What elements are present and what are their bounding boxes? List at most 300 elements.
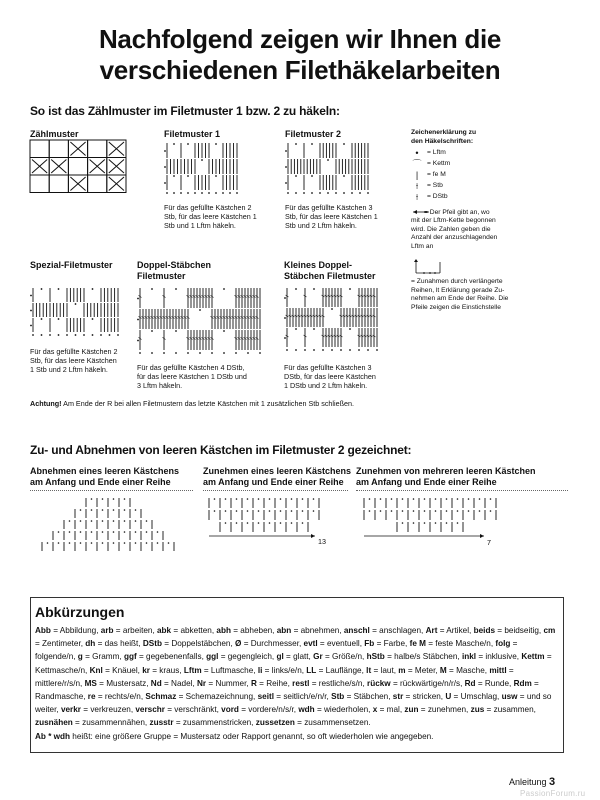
- chain-dot: [402, 522, 404, 524]
- chain-dot: [102, 531, 104, 533]
- chain-dot: [343, 175, 345, 177]
- caption-line: 1 Stb und 2 Lftm häkeln.: [30, 365, 108, 374]
- achtung-label: Achtung!: [30, 399, 62, 408]
- abbrev-term: Gr: [313, 652, 323, 662]
- chain-dot: [313, 498, 315, 500]
- label-line: Filetmuster: [137, 271, 186, 281]
- abbrev-meaning: = Stäbchen,: [344, 692, 393, 702]
- caption-line: DStb, für das leere Kästchen: [284, 372, 376, 381]
- label-filetmuster-2: Filetmuster 2: [285, 129, 342, 139]
- abbrev-meaning: = abheben,: [230, 626, 277, 635]
- chain-dot: [446, 522, 448, 524]
- abbrev-meaning: = Doppelstäbchen,: [161, 639, 236, 649]
- chain-dot: [215, 192, 217, 194]
- legend-item-text: = Stb: [427, 182, 443, 190]
- abbrev-meaning: = folgende/n,: [35, 639, 518, 662]
- chain-dot: [100, 334, 102, 336]
- chain-dot: [173, 192, 175, 194]
- chain-dot: [201, 192, 203, 194]
- abbrev-term: x: [372, 705, 378, 715]
- chain-dot: [236, 192, 238, 194]
- chain-dot: [41, 288, 43, 290]
- abbrev-meaning: = zusammennähen,: [72, 718, 150, 728]
- chain-dot: [367, 192, 369, 194]
- arrow-head: [480, 534, 484, 538]
- abbrev-term: R: [250, 678, 257, 688]
- caption-line: Stb, für das leere Kästchen 1: [285, 212, 378, 221]
- legend-line: Reihen, lt Erklärung gerade Zu-: [411, 286, 505, 294]
- chain-dot: [201, 159, 203, 161]
- chain-dot: [446, 510, 448, 512]
- chain-dot: [109, 334, 111, 336]
- legend-item-text: = fe M: [427, 171, 446, 179]
- chain-dot: [236, 522, 238, 524]
- chain-dot: [91, 520, 93, 522]
- treble-crochet-icon: ⟊: [415, 192, 419, 203]
- caption-doppel: [137, 363, 247, 390]
- legend-line: Lftm an: [411, 242, 434, 250]
- abbrev-meaning: = glatt,: [283, 652, 314, 662]
- legend-line: Anzahl der anzuschlagenden: [411, 234, 498, 241]
- abbrev-meaning: = Knäuel,: [102, 665, 143, 675]
- abbrev-meaning: = seitlich/e/n/r,: [273, 692, 332, 702]
- abbrev-term: U: [445, 692, 452, 702]
- label-abnehmen: [30, 466, 179, 488]
- abbrev-term: verschr: [135, 705, 165, 715]
- abbrev-meaning: = Umschlag,: [451, 692, 502, 702]
- grid-cell: [49, 140, 68, 158]
- chain-dot: [91, 531, 93, 533]
- legend-line: = Zunahmen durch verlängerte: [411, 278, 503, 285]
- abbrev-term: verkr: [60, 705, 81, 715]
- chain-dot: [258, 522, 260, 524]
- chain-dot: [236, 510, 238, 512]
- caption-line: Stb und 2 Lftm häkeln.: [285, 221, 357, 230]
- caption-line: Stb und 1 Lftm häkeln.: [164, 221, 236, 230]
- abbrev-meaning: = Runde,: [475, 678, 514, 688]
- chain-dot: [287, 192, 289, 194]
- abbrev-meaning: = arbeiten,: [113, 626, 157, 635]
- chain-dot: [113, 498, 115, 500]
- chain-dot: [280, 498, 282, 500]
- chain-dot: [30, 295, 32, 297]
- abbrev-term: wdh: [298, 705, 315, 715]
- chain-stitch-icon: •: [415, 148, 419, 159]
- chain-dot: [80, 531, 82, 533]
- chain-dot: [80, 509, 82, 511]
- abbrev-term: Lftm: [183, 665, 202, 675]
- label-doppel-staebchen: [137, 260, 211, 282]
- chain-dot: [490, 510, 492, 512]
- chain-dot: [258, 510, 260, 512]
- slip-stitch-icon: ⌒: [412, 159, 422, 170]
- legend-arrow-text-cont: [411, 217, 497, 251]
- abbrev-term: evtl: [303, 639, 318, 649]
- chain-dot: [435, 522, 437, 524]
- chain-dot: [215, 143, 217, 145]
- page-number: 3: [549, 776, 556, 788]
- chain-dot: [175, 330, 177, 332]
- abbrev-meaning: = abketten,: [171, 626, 217, 635]
- watermark: PassionForum.ru: [520, 789, 586, 798]
- abbrev-term: Schmaz: [145, 692, 177, 702]
- legend-item-fem: [411, 170, 450, 181]
- abbrev-meaning: = feste Masche/n,: [425, 639, 496, 649]
- abbrev-term: Art: [425, 626, 438, 635]
- chain-dot: [69, 542, 71, 544]
- chain-dot: [124, 531, 126, 533]
- abbrev-meaning: = Nadel,: [161, 678, 197, 688]
- chain-dot: [124, 542, 126, 544]
- label-kleines-doppel: [284, 260, 376, 282]
- abbrev-meaning: = Durchmesser,: [241, 639, 304, 649]
- chain-dot: [151, 288, 153, 290]
- abbrev-meaning: = zusammenstricken,: [173, 718, 256, 728]
- doppel-staebchen-chart: [137, 284, 267, 358]
- grid-cell: [88, 175, 107, 193]
- abbrev-term: folg: [495, 639, 511, 649]
- abbreviations-box: [30, 597, 564, 753]
- chain-dot: [58, 334, 60, 336]
- label-line: Kleines Doppel-: [284, 260, 353, 270]
- chain-dot: [187, 143, 189, 145]
- abbrev-term: Rdm: [513, 678, 532, 688]
- abbrev-meaning: = rechts/e/n,: [95, 692, 146, 702]
- section-heading-zaehlmuster: So ist das Zählmuster im Filetmuster 1 bzw. 2 zu häkeln:: [30, 104, 340, 118]
- chain-dot: [457, 522, 459, 524]
- spezial-filetmuster-chart: [30, 284, 122, 342]
- footer-label: Anleitung: [509, 777, 547, 787]
- chain-dot: [180, 192, 182, 194]
- chain-dot: [113, 520, 115, 522]
- chain-dot: [247, 498, 249, 500]
- kleines-doppel-chart: [284, 284, 380, 356]
- legend-line: nehmen am Ende der Reihe. Die: [411, 295, 509, 302]
- legend-increase-text: [411, 278, 508, 312]
- chain-dot: [135, 509, 137, 511]
- chain-dot: [83, 334, 85, 336]
- chain-dot: [291, 498, 293, 500]
- chain-dot: [91, 498, 93, 500]
- abbrev-meaning: = abnehmen,: [291, 626, 344, 635]
- legend-line: = Der Pfeil gibt an, wo: [424, 209, 490, 216]
- abbrev-term: anschl: [343, 626, 370, 635]
- chain-dot: [236, 498, 238, 500]
- chain-dot: [215, 175, 217, 177]
- chain-dot: [102, 520, 104, 522]
- label-zunehmen-mehrere: [356, 466, 536, 488]
- legend-title: [411, 129, 476, 146]
- abbreviations-heading: Abkürzungen: [35, 604, 125, 620]
- chain-dot: [285, 166, 287, 168]
- chain-dot: [151, 330, 153, 332]
- abbrev-term: Ø: [235, 639, 242, 649]
- title-line-1: Nachfolgend zeigen wir Ihnen die: [98, 24, 502, 54]
- chain-dot: [223, 330, 225, 332]
- abbrev-term: zusnähen: [35, 718, 73, 728]
- chain-dot: [349, 349, 351, 351]
- chain-dot: [225, 522, 227, 524]
- chain-dot: [295, 328, 297, 330]
- chain-dot: [359, 192, 361, 194]
- legend-item-dstb: [411, 192, 450, 203]
- abbrev-meaning: = zusammen,: [484, 705, 536, 715]
- chain-dot: [351, 192, 353, 194]
- chain-dot: [214, 498, 216, 500]
- abbrev-meaning: = mittlere/r/s/n,: [35, 665, 514, 688]
- abbrev-term: dh: [85, 639, 96, 649]
- divider: [356, 490, 568, 491]
- chain-dot: [349, 328, 351, 330]
- abbrev-meaning: = Reihe,: [256, 678, 293, 688]
- abbrev-term: abk: [157, 626, 172, 635]
- chain-dot: [424, 510, 426, 512]
- chain-dot: [413, 510, 415, 512]
- chain-dot: [146, 531, 148, 533]
- chain-dot: [295, 288, 297, 290]
- legend-item-lftm: [411, 148, 450, 159]
- abbrev-term: vord: [221, 705, 239, 715]
- chain-dot: [47, 542, 49, 544]
- chain-dot: [223, 352, 225, 354]
- chain-dot: [66, 334, 68, 336]
- grid-cell: [88, 140, 107, 158]
- chain-dot: [194, 192, 196, 194]
- abbrev-term: LL: [306, 665, 317, 675]
- chain-dot: [349, 288, 351, 290]
- chain-dot: [187, 352, 189, 354]
- abbrev-meaning: = stricken,: [403, 692, 446, 702]
- chain-dot: [187, 192, 189, 194]
- chain-dot: [369, 498, 371, 500]
- abbrev-term: Abb: [35, 626, 51, 635]
- chain-dot: [124, 498, 126, 500]
- label-line: Zunehmen von mehreren leeren Kästchen: [356, 466, 536, 476]
- chain-dot: [435, 498, 437, 500]
- grid-cell: [68, 158, 87, 176]
- chain-dot: [91, 509, 93, 511]
- label-filetmuster-1: Filetmuster 1: [164, 129, 221, 139]
- chain-dot: [102, 498, 104, 500]
- chain-dot: [91, 542, 93, 544]
- abbrev-meaning: = Gramm,: [82, 652, 124, 662]
- abbrev-term: cm: [543, 626, 556, 635]
- abbrev-meaning: = zusammensetzen.: [294, 718, 371, 728]
- chain-dot: [335, 192, 337, 194]
- chain-dot: [69, 520, 71, 522]
- chain-dot: [468, 510, 470, 512]
- legend-line: Pfeile zeigen die Einstichstelle: [411, 303, 501, 311]
- divider: [203, 490, 348, 491]
- chain-dot: [222, 192, 224, 194]
- abbrev-meaning: = rückwärtige/n/r/s,: [390, 678, 465, 688]
- section-heading-shaping: Zu- und Abnehmen von leeren Kästchen im Filetmuster 2 gezeichnet:: [30, 443, 412, 457]
- chain-dot: [135, 542, 137, 544]
- caption-line: Für das gefüllte Kästchen 3: [284, 363, 372, 372]
- caption-line: für das leere Kästchen 1 DStb und: [137, 372, 247, 381]
- legend-list: [411, 148, 450, 203]
- chain-dot: [173, 143, 175, 145]
- abbrev-meaning: = kraus,: [149, 665, 184, 675]
- chain-dot: [285, 150, 287, 152]
- chain-dot: [146, 542, 148, 544]
- chain-dot: [468, 498, 470, 500]
- abbrev-term: g: [77, 652, 83, 662]
- chain-dot: [286, 349, 288, 351]
- chain-dot: [229, 192, 231, 194]
- chain-dot: [402, 510, 404, 512]
- legend-item-kettm: [411, 159, 450, 170]
- abbrev-term: rückw: [367, 678, 391, 688]
- chain-dot: [75, 303, 77, 305]
- chain-dot: [285, 182, 287, 184]
- abbrev-term: arb: [100, 626, 114, 635]
- chain-dot: [102, 542, 104, 544]
- chain-dot: [391, 498, 393, 500]
- chain-dot: [75, 334, 77, 336]
- chain-dot: [247, 510, 249, 512]
- chain-dot: [164, 182, 166, 184]
- chain-dot: [380, 510, 382, 512]
- chain-dot: [175, 352, 177, 354]
- chain-dot: [137, 340, 139, 342]
- chain-count-7: 7: [487, 538, 491, 547]
- chain-dot: [295, 143, 297, 145]
- grid-cell: [30, 175, 49, 193]
- abbrev-term: lt: [366, 665, 372, 675]
- abbrev-term: m: [398, 665, 406, 675]
- increase-symbol-icon: [414, 258, 444, 276]
- abbrev-term: li: [257, 665, 263, 675]
- chain-dot: [435, 510, 437, 512]
- chain-dot: [164, 166, 166, 168]
- chain-dot: [163, 352, 165, 354]
- chain-dot: [313, 288, 315, 290]
- chain-dot: [311, 175, 313, 177]
- abbrev-term: abh: [216, 626, 231, 635]
- filetmuster-2-chart: [285, 139, 373, 199]
- abbrev-meaning: = Randmasche,: [35, 678, 539, 702]
- chain-dot: [343, 192, 345, 194]
- chain-dot: [302, 510, 304, 512]
- page-title: [0, 24, 600, 86]
- chain-dot: [58, 542, 60, 544]
- chain-dot: [457, 510, 459, 512]
- abbrev-term: Fb: [364, 639, 375, 649]
- chain-dot: [211, 352, 213, 354]
- abbrev-term: restl: [292, 678, 310, 688]
- abbrev-meaning: = Luftmasche,: [201, 665, 258, 675]
- caption-spezial: [30, 347, 118, 374]
- chain-dot: [319, 192, 321, 194]
- chain-dot: [117, 334, 119, 336]
- legend-item-text: = Kettm: [427, 160, 451, 168]
- chain-dot: [284, 337, 286, 339]
- label-zaehlmuster: Zählmuster: [30, 129, 79, 139]
- chain-dot: [269, 510, 271, 512]
- caption-line: Für das gefüllte Kästchen 2: [164, 203, 252, 212]
- abbrev-meaning: = Artikel,: [437, 626, 474, 635]
- abbrev-meaning: = Mustersatz,: [96, 678, 151, 688]
- caption-line: 3 Lftm häkeln.: [137, 381, 183, 390]
- abbrev-term: hStb: [366, 652, 385, 662]
- chain-dot: [302, 522, 304, 524]
- chain-dot: [92, 334, 94, 336]
- chain-dot: [327, 192, 329, 194]
- abbrev-term: mittl: [489, 665, 507, 675]
- title-line-2: verschiedenen Filethäkelarbeiten: [99, 55, 501, 85]
- caption-line: Stb, für das leere Kästchen: [30, 356, 117, 365]
- chain-dot: [69, 531, 71, 533]
- abbrev-term: zussetzen: [255, 718, 295, 728]
- abbrev-term: Nr: [197, 678, 207, 688]
- chain-dot: [223, 288, 225, 290]
- chain-dot: [311, 143, 313, 145]
- abbrev-meaning: = und so weiter,: [35, 692, 552, 715]
- abbrev-term: ggf: [123, 652, 137, 662]
- chain-dot: [280, 522, 282, 524]
- chain-dot: [137, 319, 139, 321]
- divider: [30, 490, 193, 491]
- chain-dot: [49, 334, 51, 336]
- chain-dot: [376, 349, 378, 351]
- label-line: am Anfang und Ende einer Reihe: [356, 477, 497, 487]
- chain-dot: [235, 352, 237, 354]
- abbrev-term: Nd: [150, 678, 162, 688]
- label-line: Zunehmen eines leeren Kästchens: [203, 466, 352, 476]
- abbrev-meaning: = links/e/n,: [262, 665, 307, 675]
- abbrev-term: usw: [501, 692, 518, 702]
- chain-dot: [164, 150, 166, 152]
- chain-dot: [479, 510, 481, 512]
- label-line: am Anfang und Ende einer Reihe: [203, 477, 344, 487]
- chain-dot: [369, 510, 371, 512]
- abbrev-meaning: = inklusive,: [476, 652, 522, 662]
- abbrev-term: re: [87, 692, 96, 702]
- chain-dot: [92, 288, 94, 290]
- abbrev-meaning: = beidseitig,: [495, 626, 544, 635]
- abbrev-meaning: = anschlagen,: [369, 626, 426, 635]
- legend-line: wird. Die Zahlen geben die: [411, 225, 491, 233]
- chain-dot: [135, 531, 137, 533]
- chain-dot: [58, 288, 60, 290]
- abbrev-term: inkl: [461, 652, 477, 662]
- chain-dot: [302, 498, 304, 500]
- legend-title-line: den Häkelschriften:: [411, 137, 474, 145]
- chain-dot: [32, 334, 34, 336]
- chain-dot: [124, 509, 126, 511]
- chain-dot: [41, 334, 43, 336]
- abbrev-meaning: = Nummer,: [206, 678, 251, 688]
- arrow-head: [311, 534, 315, 538]
- chain-dot: [30, 310, 32, 312]
- abbrev-meaning: = gegengleich,: [218, 652, 277, 662]
- chain-dot: [284, 317, 286, 319]
- chain-dot: [41, 318, 43, 320]
- abbrev-term: zus: [470, 705, 485, 715]
- abbrev-meaning: = Masche,: [446, 665, 490, 675]
- abbrev-term: M: [439, 665, 447, 675]
- chain-dot: [175, 288, 177, 290]
- chain-dot: [258, 498, 260, 500]
- chain-dot: [479, 498, 481, 500]
- label-spezial-filetmuster: Spezial-Filetmuster: [30, 260, 113, 270]
- caption-line: Für das gefüllte Kästchen 2: [30, 347, 118, 356]
- chain-dot: [247, 352, 249, 354]
- abbrev-meaning: = verschränkt,: [164, 705, 222, 715]
- chain-dot: [284, 297, 286, 299]
- chain-dot: [30, 325, 32, 327]
